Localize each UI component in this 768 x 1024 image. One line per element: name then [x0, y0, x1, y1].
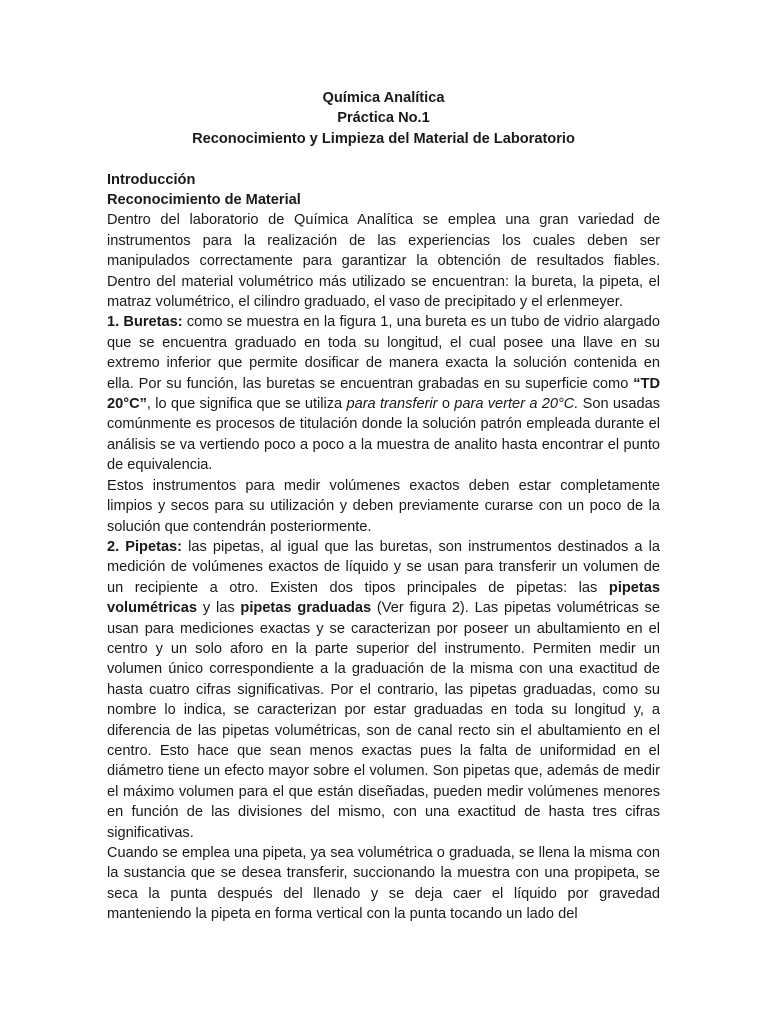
intro-paragraph: Dentro del laboratorio de Química Analítica se emplea una gran variedad de instrumentos para la realización de las experiencias los cuales deben ser manipulados correctamente para garantizar la obtención de resultados fiables. Dentro del material volumétrico más utilizado se encuentran: la bureta, la pipeta, el matraz volumétrico, el cilindro graduado, el vaso de precipitado y el erlenmeyer. [107, 212, 660, 311]
pipetas-paragraph-2: Cuando se emplea una pipeta, ya sea volumétrica o graduada, se llena la misma con la sustancia que se desea transferir, succionando la muestra con una propipeta, se seca la punta después del llenado y se deja caer el líquido por gravedad manteniendo la pipeta en forma vertical con la punta tocando un lado del [107, 845, 660, 923]
buretas-paragraph [107, 312, 660, 475]
buretas-text-d: Son usadas comúnmente es procesos de titulación donde la solución patrón empleada durante el análisis se va vertiendo poco a poco a la muestra de analito hasta encontrar el punto de equivalencia. [107, 396, 660, 474]
document-page [107, 88, 660, 925]
course-title: Química Analítica [322, 90, 445, 106]
document-header [107, 88, 660, 149]
buretas-italic-verter: para verter a 20°C. [454, 396, 579, 413]
section-heading-introduction: Introducción [107, 171, 196, 188]
buretas-text-a: como se muestra en la figura 1, una bureta es un tubo de vidrio alargado que se encuentra graduado en toda su longitud, el cual posee una llave en su extremo inferior que permite dosificar de manera exacta la solución contenida en ella. Por su función, las buretas se encuentran grabadas en su superficie como [107, 314, 660, 392]
buretas-text-b: , lo que significa que se utiliza [146, 396, 347, 413]
practice-title: Reconocimiento y Limpieza del Material de Laboratorio [192, 130, 575, 147]
pipetas-text-a: las pipetas, al igual que las buretas, son instrumentos destinados a la medición de volúmenes exactos de líquido y se usan para transferir un volumen de un recipiente a otro. Existen dos tipos principales de pipetas: las [107, 538, 660, 596]
buretas-td-marking: “TD 20°C” [107, 375, 660, 413]
buretas-text-c: o [437, 396, 455, 413]
pipetas-label: 2. Pipetas: [107, 538, 183, 555]
practice-number: Práctica No.1 [337, 110, 430, 127]
pipetas-text-b: y las [197, 600, 241, 617]
pipetas-volumetricas-term: pipetas volumétricas [107, 579, 660, 617]
pipetas-graduadas-term: pipetas graduadas [240, 600, 372, 617]
spacer [107, 149, 660, 169]
buretas-label: 1. Buretas: [107, 314, 183, 331]
buretas-paragraph-2: Estos instrumentos para medir volúmenes exactos deben estar completamente limpios y secos para su utilización y deben previamente curarse con un poco de la solución que contendrán posteriormente. [107, 477, 660, 535]
pipetas-paragraph [107, 537, 660, 843]
pipetas-text-c: (Ver figura 2). Las pipetas volumétricas se usan para mediciones exactas y se caracterizan por poseer un abultamiento en el centro y un solo aforo en la parte superior del instrumento. Permiten medir un volumen único correspondiente a la graduación de la misma con una exactitud de hasta cuatro cifras significativas. Por el contrario, las pipetas graduadas, como su nombre lo indica, se caracterizan por estar graduadas en toda su longitud y, a diferencia de las pipetas volumétricas, son de canal recto sin el abultamiento en el centro. Esto hace que sean menos exactas pues la falta de uniformidad en el diámetro tiene un efecto mayor sobre el volumen. Son pipetas que, además de medir el máximo volumen para el que están diseñadas, pueden medir volúmenes menores en función de las divisiones del mismo, con una exactitud de hasta tres cifras significativas. [107, 600, 660, 841]
subsection-heading-material: Reconocimiento de Material [107, 192, 301, 209]
buretas-italic-transfer: para transferir [346, 396, 438, 413]
